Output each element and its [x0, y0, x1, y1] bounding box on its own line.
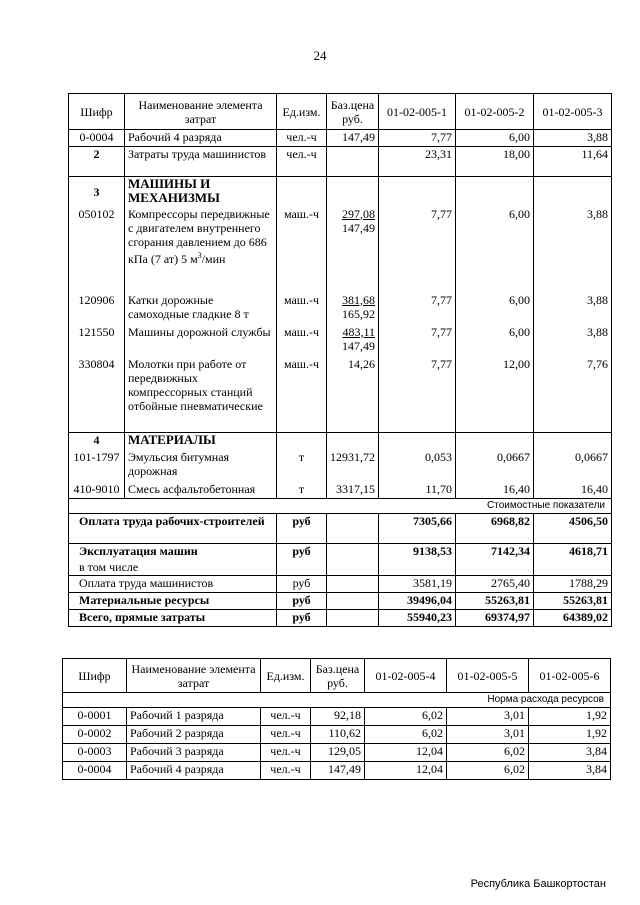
cell-value-2: 6,00 — [456, 293, 534, 325]
total-value-2: 6968,82 — [456, 514, 534, 544]
cell-name: Катки дорожные самоходные гладкие 8 т — [125, 293, 277, 325]
table-row — [69, 450, 612, 482]
cell-code: 050102 — [69, 207, 125, 293]
cell-unit: чел.-ч — [261, 708, 311, 726]
total-unit: руб — [277, 544, 327, 560]
norm-label: Норма расхода ресурсов — [63, 693, 611, 708]
cell-name: Рабочий 4 разряда — [127, 762, 261, 780]
cell-unit: маш.-ч — [277, 293, 327, 325]
cell-value-3: 16,40 — [534, 482, 612, 499]
table-row — [69, 482, 612, 499]
cell-code: 3 — [69, 177, 125, 207]
header-price: Баз.цена руб. — [327, 94, 379, 130]
cell-name: Смесь асфальтобетонная — [125, 482, 277, 499]
price-b: 165,92 — [342, 306, 375, 321]
cell-unit: маш.-ч — [277, 325, 327, 357]
cell-value-3: 3,88 — [534, 130, 612, 147]
header-col-2: 01-02-005-2 — [456, 94, 534, 130]
table-row — [69, 130, 612, 147]
table-row — [63, 744, 611, 762]
cell-value-1: 7,77 — [379, 130, 456, 147]
header-name: Наименование элемента затрат — [125, 94, 277, 130]
cell-code: 0-0003 — [63, 744, 127, 762]
cell-code: 0-0004 — [63, 762, 127, 780]
cell-value-3: 3,88 — [534, 325, 612, 357]
cell-name: Машины дорожной службы — [125, 325, 277, 357]
cell-name: Рабочий 4 разряда — [125, 130, 277, 147]
table-row — [69, 147, 612, 177]
cell-name: Рабочий 1 разряда — [127, 708, 261, 726]
cell-value-2: 6,02 — [447, 762, 529, 780]
total-row — [69, 514, 612, 544]
section-title: МАТЕРИАЛЫ — [125, 433, 277, 450]
total-unit: руб — [277, 576, 327, 593]
cell-value-3: 1,92 — [529, 726, 611, 744]
total-unit: руб — [277, 593, 327, 610]
total-unit: руб — [277, 610, 327, 627]
cell-value-2: 6,00 — [456, 130, 534, 147]
total-value-2: 55263,81 — [456, 593, 534, 610]
total-value-1: 7305,66 — [379, 514, 456, 544]
total-value-2: 69374,97 — [456, 610, 534, 627]
cell-value-1: 12,04 — [365, 744, 447, 762]
cell-code: 0-0002 — [63, 726, 127, 744]
total-name: Всего, прямые затраты — [69, 610, 277, 627]
table-row — [69, 293, 612, 325]
cell-value-2: 3,01 — [447, 726, 529, 744]
cell-unit: чел.-ч — [261, 726, 311, 744]
cell-value-1: 7,77 — [379, 207, 456, 293]
name-superscript: 3 — [197, 250, 202, 260]
cell-unit: т — [277, 450, 327, 482]
total-value-3: 4618,71 — [534, 544, 612, 560]
cell-value-1: 7,77 — [379, 357, 456, 433]
total-value-3: 55263,81 — [534, 593, 612, 610]
total-value-2: 2765,40 — [456, 576, 534, 593]
cell-value-2: 6,00 — [456, 207, 534, 293]
total-value-3: 64389,02 — [534, 610, 612, 627]
cell-unit: чел.-ч — [261, 762, 311, 780]
cell-value-1: 6,02 — [365, 726, 447, 744]
cell-value-3: 3,84 — [529, 744, 611, 762]
cell-code: 0-0004 — [69, 130, 125, 147]
cell-name — [125, 207, 277, 293]
cell-value-3: 3,84 — [529, 762, 611, 780]
cost-label-row — [69, 499, 612, 514]
cell-code: 120906 — [69, 293, 125, 325]
name-text-end: /мин — [201, 251, 226, 266]
total-value-1: 55940,23 — [379, 610, 456, 627]
header-code: Шифр — [69, 94, 125, 130]
header-col-3: 01-02-005-6 — [529, 659, 611, 693]
cell-price — [327, 207, 379, 293]
cell-code: 101-1797 — [69, 450, 125, 482]
name-text: Компрессоры передвижные с двигателем внутреннего сгорания давлением до 686 кПа (7 ат) 5 м — [128, 206, 270, 266]
cell-value-1: 12,04 — [365, 762, 447, 780]
cell-price — [327, 147, 379, 177]
cell-price: 147,49 — [327, 130, 379, 147]
price-b: 147,49 — [342, 220, 375, 235]
cell-value-3: 3,88 — [534, 293, 612, 325]
cell-value-2: 6,02 — [447, 744, 529, 762]
total-row — [69, 593, 612, 610]
section-row — [69, 433, 612, 450]
price-a: 297,08 — [342, 206, 375, 221]
cell-value-3: 7,76 — [534, 357, 612, 433]
cell-name: Молотки при работе от передвижных компрессорных станций отбойные пневматические — [125, 357, 277, 433]
header-price: Баз.цена руб. — [311, 659, 365, 693]
cell-price: 14,26 — [327, 357, 379, 433]
cell-value-2: 18,00 — [456, 147, 534, 177]
cell-price: 12931,72 — [327, 450, 379, 482]
cell-name: Затраты труда машинистов — [125, 147, 277, 177]
cell-value-3: 11,64 — [534, 147, 612, 177]
table-row — [63, 726, 611, 744]
total-value-2: 7142,34 — [456, 544, 534, 560]
cell-value-3: 0,0667 — [534, 450, 612, 482]
total-name: Материальные ресурсы — [69, 593, 277, 610]
cell-value-2: 6,00 — [456, 325, 534, 357]
footer-region: Республика Башкортостан — [470, 878, 606, 890]
total-name: в том числе — [69, 560, 277, 576]
cell-price: 110,62 — [311, 726, 365, 744]
cell-unit: чел.-ч — [277, 130, 327, 147]
total-value-3: 1788,29 — [534, 576, 612, 593]
cell-value-3: 1,92 — [529, 708, 611, 726]
header-unit: Ед.изм. — [261, 659, 311, 693]
header-col-1: 01-02-005-1 — [379, 94, 456, 130]
cell-unit: чел.-ч — [261, 744, 311, 762]
cell-unit: чел.-ч — [277, 147, 327, 177]
cell-value-2: 3,01 — [447, 708, 529, 726]
section-title: МАШИНЫ И МЕХАНИЗМЫ — [125, 177, 277, 207]
cell-unit: т — [277, 482, 327, 499]
cell-price — [327, 325, 379, 357]
header-col-2: 01-02-005-5 — [447, 659, 529, 693]
total-row — [69, 560, 612, 576]
cell-name: Рабочий 3 разряда — [127, 744, 261, 762]
page-number: 24 — [313, 48, 327, 63]
total-name: Эксплуатация машин — [69, 544, 277, 560]
cell-value-2: 0,0667 — [456, 450, 534, 482]
table-row — [69, 357, 612, 433]
cell-value-1: 0,053 — [379, 450, 456, 482]
resource-table-2 — [62, 658, 611, 780]
price-b: 147,49 — [342, 338, 375, 353]
cell-value-1: 11,70 — [379, 482, 456, 499]
total-row — [69, 610, 612, 627]
cell-code: 2 — [69, 147, 125, 177]
table-row — [63, 708, 611, 726]
total-value-3: 4506,50 — [534, 514, 612, 544]
cell-value-2: 12,00 — [456, 357, 534, 433]
cell-value-1: 7,77 — [379, 325, 456, 357]
cell-price: 147,49 — [311, 762, 365, 780]
total-name: Оплата труда рабочих-строителей — [69, 514, 277, 544]
cell-value-3: 3,88 — [534, 207, 612, 293]
cell-code: 121550 — [69, 325, 125, 357]
total-value-1: 3581,19 — [379, 576, 456, 593]
header-code: Шифр — [63, 659, 127, 693]
total-name: Оплата труда машинистов — [69, 576, 277, 593]
table-row — [69, 207, 612, 293]
cell-code: 410-9010 — [69, 482, 125, 499]
total-unit: руб — [277, 514, 327, 544]
cell-code: 4 — [69, 433, 125, 450]
price-a: 483,11 — [342, 324, 375, 339]
header-row — [69, 94, 612, 130]
cell-name: Рабочий 2 разряда — [127, 726, 261, 744]
cost-indicators-label: Стоимостные показатели — [69, 499, 612, 514]
cell-price — [327, 293, 379, 325]
header-name: Наименование элемента затрат — [127, 659, 261, 693]
total-value-1: 9138,53 — [379, 544, 456, 560]
header-col-3: 01-02-005-3 — [534, 94, 612, 130]
total-row — [69, 544, 612, 560]
total-value-1: 39496,04 — [379, 593, 456, 610]
price-a: 381,68 — [342, 292, 375, 307]
cell-price: 129,05 — [311, 744, 365, 762]
table-row — [69, 325, 612, 357]
header-row — [63, 659, 611, 693]
norm-label-row — [63, 693, 611, 708]
cell-value-1: 7,77 — [379, 293, 456, 325]
cell-code: 0-0001 — [63, 708, 127, 726]
section-row — [69, 177, 612, 207]
cell-price: 92,18 — [311, 708, 365, 726]
total-row — [69, 576, 612, 593]
cell-value-2: 16,40 — [456, 482, 534, 499]
cell-value-1: 6,02 — [365, 708, 447, 726]
cell-price: 3317,15 — [327, 482, 379, 499]
resource-table-1 — [68, 93, 612, 627]
table-row — [63, 762, 611, 780]
header-unit: Ед.изм. — [277, 94, 327, 130]
cell-code: 330804 — [69, 357, 125, 433]
cell-name: Эмульсия битумная дорожная — [125, 450, 277, 482]
cell-unit: маш.-ч — [277, 357, 327, 433]
cell-unit: маш.-ч — [277, 207, 327, 293]
cell-value-1: 23,31 — [379, 147, 456, 177]
header-col-1: 01-02-005-4 — [365, 659, 447, 693]
